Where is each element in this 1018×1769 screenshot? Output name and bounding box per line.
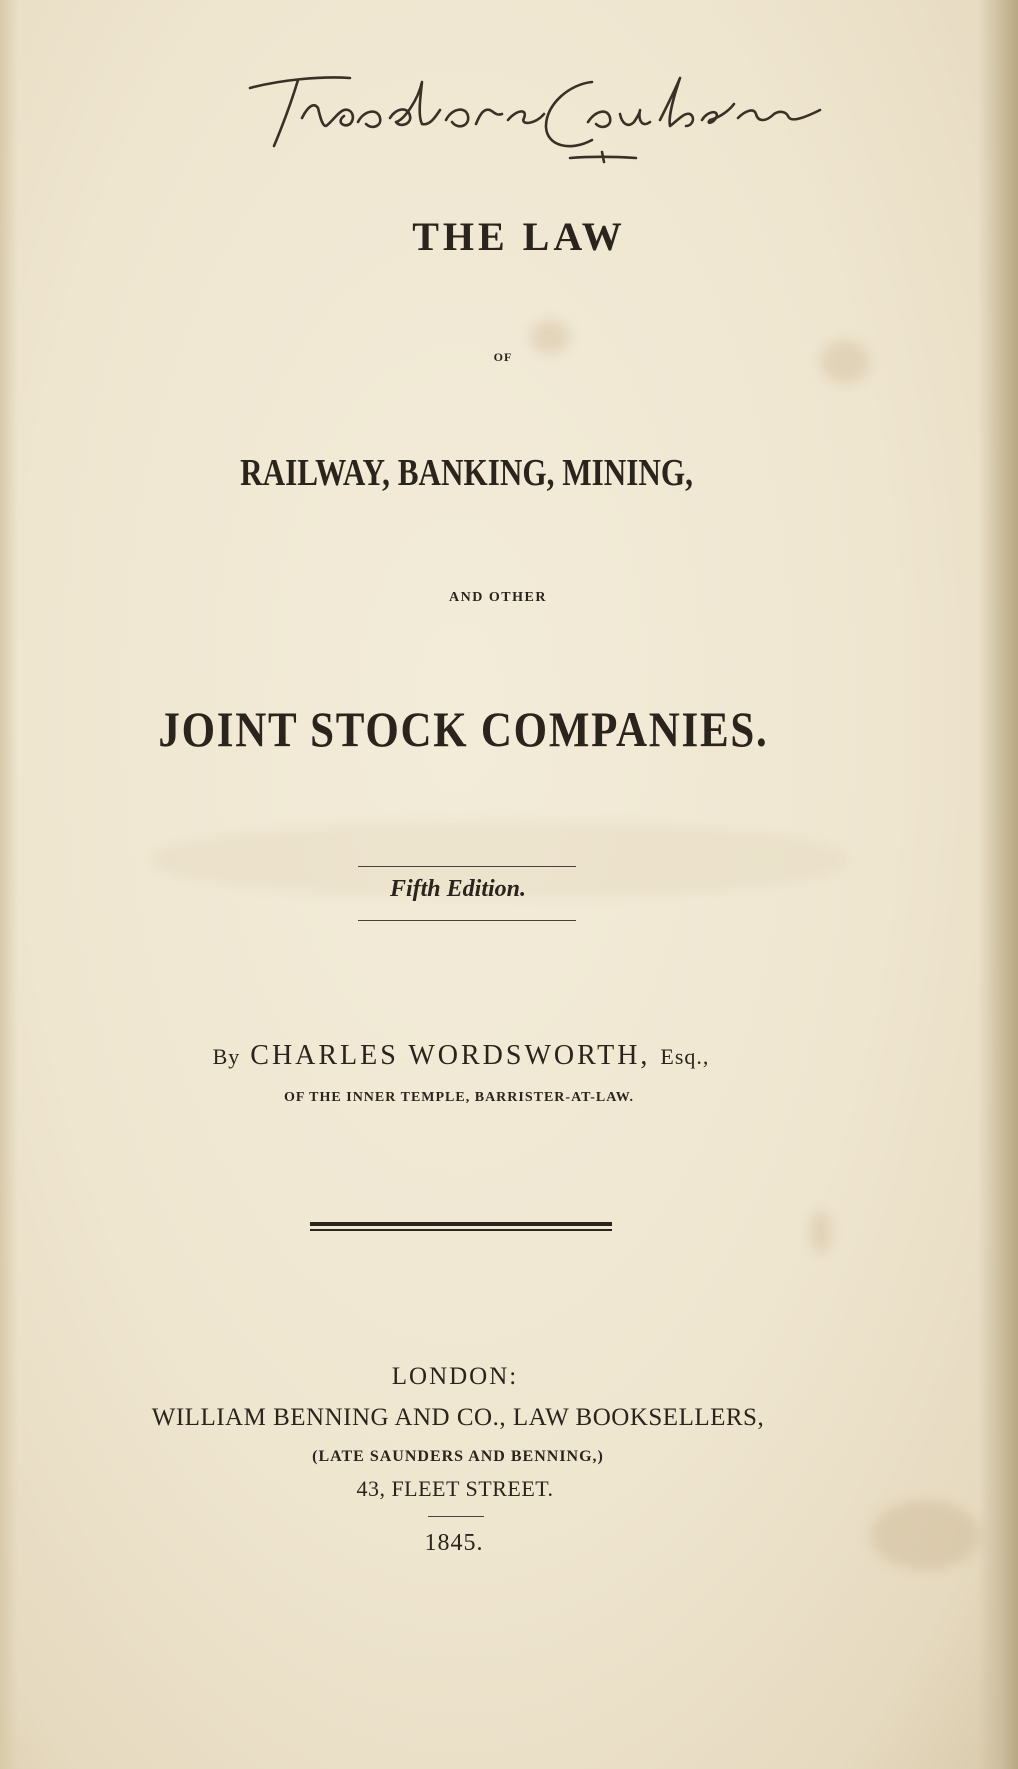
author-name: CHARLES WORDSWORTH, [250, 1040, 651, 1071]
author-by: By [212, 1044, 241, 1069]
year-rule [428, 1516, 484, 1517]
foxing-stain [530, 320, 570, 354]
edition-top-rule [358, 866, 576, 867]
imprint-late: (LATE SAUNDERS AND BENNING,) [312, 1448, 604, 1465]
title-line-the-law: THE LAW [412, 214, 626, 259]
author-esq: Esq., [660, 1044, 710, 1069]
title-line-of: OF [493, 350, 513, 364]
author-affiliation: OF THE INNER TEMPLE, BARRISTER-AT-LAW. [284, 1090, 634, 1105]
imprint-address: 43, FLEET STREET. [356, 1476, 554, 1501]
double-rule-divider [310, 1222, 612, 1232]
double-rule-thick [310, 1222, 612, 1226]
imprint-publisher: WILLIAM BENNING AND CO., LAW BOOKSELLERS, [151, 1404, 765, 1431]
title-line-railway-banking-mining: RAILWAY, BANKING, MINING, [240, 452, 693, 494]
edition-bottom-rule [358, 920, 576, 921]
author-line [0, 1040, 970, 1072]
title-line-and-other: AND OTHER [449, 590, 547, 605]
imprint-year: 1845. [424, 1530, 484, 1556]
handwritten-signature [240, 60, 880, 170]
double-rule-thin [310, 1229, 612, 1231]
imprint-city: LONDON: [391, 1363, 519, 1390]
paper-right-edge [978, 0, 1018, 1769]
foxing-stain [810, 1210, 832, 1254]
title-line-joint-stock-companies: JOINT STOCK COMPANIES. [158, 701, 769, 757]
edition-label: Fifth Edition. [389, 876, 527, 902]
